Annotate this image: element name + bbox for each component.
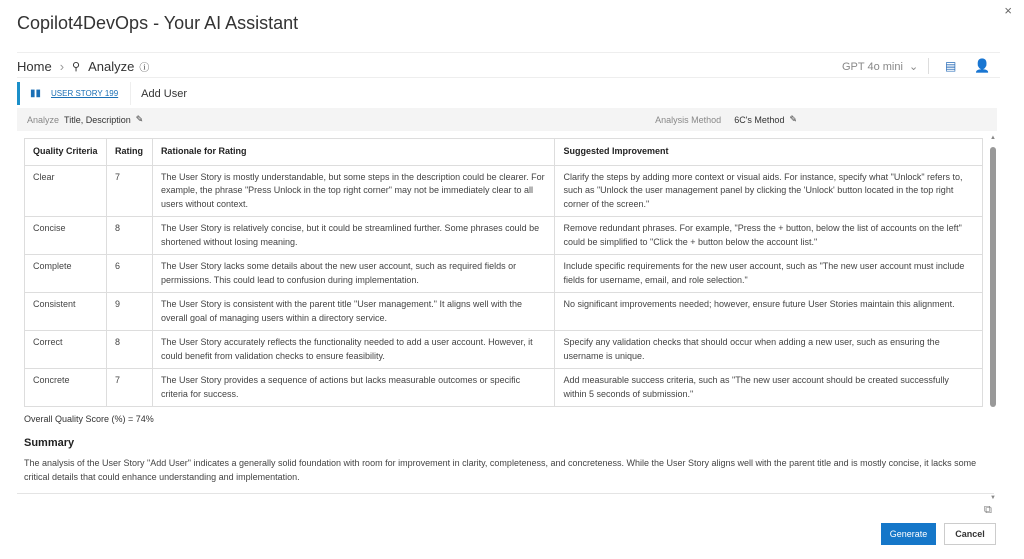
table-row — [25, 369, 983, 407]
close-icon[interactable]: × — [1004, 3, 1012, 18]
cell-rationale: The User Story accurately reflects the functionality needed to add a user account. However, it could benefit from validation checks to ensure feasibility. — [152, 331, 555, 369]
cell-criteria: Correct — [25, 331, 107, 369]
model-value: GPT 4o mini — [842, 60, 903, 73]
cell-criteria: Concise — [25, 217, 107, 255]
analyze-value: Title, Description — [64, 114, 131, 125]
generate-button[interactable]: Generate — [881, 523, 936, 545]
cell-improvement: Clarify the steps by adding more context or visual aids. For instance, specify what "Unlock" refers to, such as "Unlock the user management panel by clicking the 'Unlock' button located in the top right corner of the screen." — [555, 165, 983, 217]
breadcrumb — [17, 59, 149, 74]
cell-criteria: Complete — [25, 255, 107, 293]
cell-rationale: The User Story lacks some details about the new user account, such as required fields or permissions. This could lead to confusion during implementation. — [152, 255, 555, 293]
cell-criteria: Consistent — [25, 293, 107, 331]
header-rationale: Rationale for Rating — [152, 139, 555, 166]
document-icon[interactable]: ▤ — [945, 59, 957, 73]
cell-criteria: Concrete — [25, 369, 107, 407]
chevron-right-icon: › — [59, 59, 65, 74]
cell-rating: 9 — [106, 293, 152, 331]
window-title: Copilot4DevOps - Your AI Assistant — [17, 13, 299, 33]
header-improvement: Suggested Improvement — [555, 139, 983, 166]
cell-improvement: Specify any validation checks that should occur when adding a new user, such as ensuring the username is unique. — [555, 331, 983, 369]
analysis-method-value: 6C's Method — [734, 114, 785, 125]
analysis-method-label: Analysis Method — [655, 114, 722, 125]
divider — [17, 52, 1000, 53]
edit-icon[interactable]: ✎ — [135, 114, 144, 124]
table-row — [25, 165, 983, 217]
cell-rationale: The User Story provides a sequence of actions but lacks measurable outcomes or specific criteria for success. — [152, 369, 555, 407]
quality-table — [24, 138, 983, 407]
summary-heading: Summary — [24, 437, 75, 449]
divider — [17, 77, 1000, 78]
cell-improvement: Remove redundant phrases. For example, "Press the + button, below the list of accounts on the left" could be simplified to "Click the + button below the account list." — [555, 217, 983, 255]
info-icon[interactable]: ⓘ — [139, 63, 150, 74]
cell-criteria: Clear — [25, 165, 107, 217]
breadcrumb-home[interactable]: Home — [17, 59, 52, 74]
cell-rationale: The User Story is relatively concise, but it could be streamlined further. Some phrases could be shortened without losing meaning. — [152, 217, 555, 255]
search-icon: ⚲ — [72, 61, 81, 73]
cell-rating: 7 — [106, 165, 152, 217]
cancel-button[interactable]: Cancel — [944, 523, 996, 545]
work-item-row — [17, 82, 997, 105]
divider — [17, 493, 994, 494]
copy-icon[interactable]: ⧉ — [984, 504, 992, 516]
cell-improvement: No significant improvements needed; however, ensure future User Stories maintain this alignment. — [555, 293, 983, 331]
user-feedback-icon[interactable]: 👤 — [974, 58, 991, 73]
chevron-down-icon: ⌄ — [908, 61, 919, 73]
summary-text: The analysis of the User Story "Add User" indicates a generally solid foundation with room for improvement in clarity, completeness, and concreteness. While the User Story aligns well with the parent title and is mostly concise, it lacks some critical details that could enhance understanding and implementation. — [24, 458, 977, 482]
table-row — [25, 331, 983, 369]
breadcrumb-analyze: Analyze — [88, 59, 135, 74]
book-icon: ▮▮ — [30, 88, 42, 99]
model-select[interactable] — [842, 60, 918, 73]
cell-improvement: Add measurable success criteria, such as "The new user account should be created successfully within 5 seconds of submission." — [555, 369, 983, 407]
header-rating: Rating — [106, 139, 152, 166]
cell-rating: 6 — [106, 255, 152, 293]
table-header — [25, 139, 983, 166]
divider — [928, 58, 929, 74]
table-row — [25, 217, 983, 255]
table-row — [25, 293, 983, 331]
header-criteria: Quality Criteria — [25, 139, 107, 166]
user-story-link[interactable]: USER STORY 199 — [51, 89, 119, 98]
work-item-title: Add User — [130, 82, 187, 105]
scrollbar[interactable]: ▲ ▼ — [990, 135, 996, 501]
cell-rationale: The User Story is consistent with the parent title "User management." It aligns well with the overall goal of managing users within a directory service. — [152, 293, 555, 331]
scrollbar-thumb[interactable] — [990, 147, 996, 407]
overall-score: Overall Quality Score (%) = 74% — [24, 414, 154, 424]
table-row — [25, 255, 983, 293]
cell-rating: 8 — [106, 331, 152, 369]
cell-rating: 8 — [106, 217, 152, 255]
cell-rationale: The User Story is mostly understandable, but some steps in the description could be clearer. For example, the phrase "Press Unlock in the top right corner" may not be immediately clear to all users without context. — [152, 165, 555, 217]
analyze-bar — [17, 108, 997, 131]
analyze-label: Analyze — [27, 114, 60, 125]
edit-icon[interactable]: ✎ — [789, 114, 797, 124]
cell-rating: 7 — [106, 369, 152, 407]
cell-improvement: Include specific requirements for the new user account, such as "The new user account must include fields for username, email, and role selection." — [555, 255, 983, 293]
